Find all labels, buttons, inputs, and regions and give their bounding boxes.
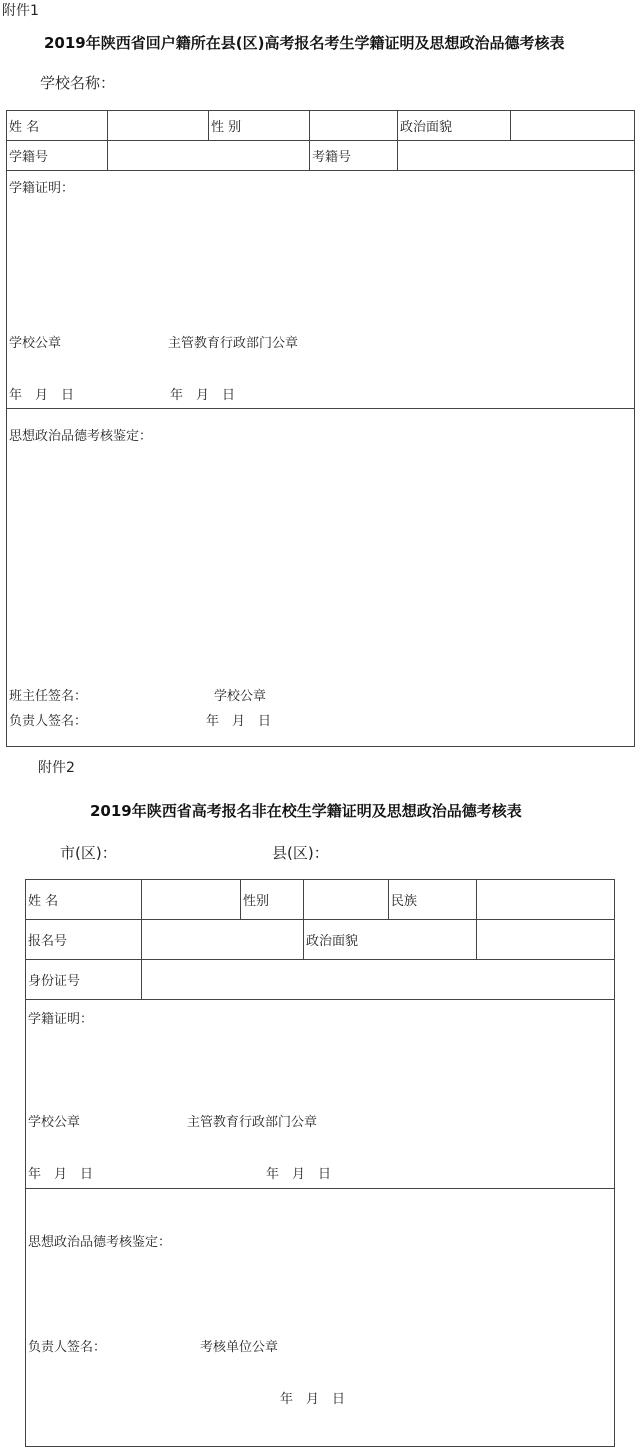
status-heading: 学籍证明： — [28, 1012, 94, 1027]
annex1-title: 2019年陕西省回户籍所在县(区)高考报名考生学籍证明及思想政治品德考核表 — [44, 34, 565, 52]
field-name[interactable] — [142, 880, 241, 920]
unit-seal-label: 考核单位公章 — [200, 1340, 279, 1355]
label-registration-number: 报名号 — [26, 920, 142, 960]
label-id-number: 身份证号 — [26, 960, 142, 1000]
leader-signature-label: 负责人签名： — [28, 1340, 107, 1355]
field-name[interactable] — [108, 111, 209, 141]
field-gender[interactable] — [310, 111, 398, 141]
date-left: 年 月 日 — [9, 388, 75, 403]
teacher-signature-label: 班主任签名： — [9, 689, 88, 704]
label-name: 姓 名 — [26, 880, 142, 920]
annex1-tag: 附件1 — [2, 3, 39, 19]
field-gender[interactable] — [304, 880, 389, 920]
field-political-status[interactable] — [477, 920, 615, 960]
annex2-form-table — [25, 879, 615, 1447]
field-id-number[interactable] — [142, 960, 615, 1000]
label-political-status: 政治面貌 — [398, 111, 511, 141]
annex1-form-table — [6, 110, 635, 747]
city-label: 市(区)： — [60, 844, 117, 862]
moral-date: 年 月 日 — [280, 1392, 346, 1407]
label-exam-id: 考籍号 — [310, 141, 398, 171]
status-certificate-block[interactable] — [7, 171, 635, 409]
label-ethnicity: 民族 — [389, 880, 477, 920]
school-seal-label: 学校公章 — [9, 336, 62, 351]
status-certificate-block[interactable] — [26, 1000, 615, 1189]
date-right: 年 月 日 — [266, 1167, 332, 1182]
leader-signature-label: 负责人签名： — [9, 714, 88, 729]
moral-heading: 思想政治品德考核鉴定： — [9, 429, 153, 444]
status-heading: 学籍证明： — [9, 181, 75, 196]
moral-heading: 思想政治品德考核鉴定： — [28, 1235, 172, 1250]
field-exam-id[interactable] — [398, 141, 635, 171]
label-name: 姓 名 — [7, 111, 108, 141]
field-registration-number[interactable] — [142, 920, 304, 960]
annex2-title: 2019年陕西省高考报名非在校生学籍证明及思想政治品德考核表 — [90, 802, 522, 820]
label-political-status: 政治面貌 — [304, 920, 477, 960]
school-seal-label: 学校公章 — [28, 1115, 81, 1130]
school-seal-label: 学校公章 — [214, 689, 267, 704]
label-gender: 性 别 — [209, 111, 310, 141]
moral-assessment-block[interactable] — [26, 1189, 615, 1447]
label-student-id: 学籍号 — [7, 141, 108, 171]
annex2-tag: 附件2 — [38, 760, 75, 776]
field-student-id[interactable] — [108, 141, 310, 171]
label-gender: 性别 — [241, 880, 304, 920]
moral-assessment-block[interactable] — [7, 409, 635, 747]
field-political-status[interactable] — [511, 111, 635, 141]
authority-seal-label: 主管教育行政部门公章 — [168, 336, 299, 351]
county-label: 县(区)： — [272, 844, 329, 862]
authority-seal-label: 主管教育行政部门公章 — [187, 1115, 318, 1130]
annex1-school-name-label: 学校名称： — [40, 74, 116, 92]
field-ethnicity[interactable] — [477, 880, 615, 920]
moral-date: 年 月 日 — [206, 714, 272, 729]
date-left: 年 月 日 — [28, 1167, 94, 1182]
date-right: 年 月 日 — [170, 388, 236, 403]
